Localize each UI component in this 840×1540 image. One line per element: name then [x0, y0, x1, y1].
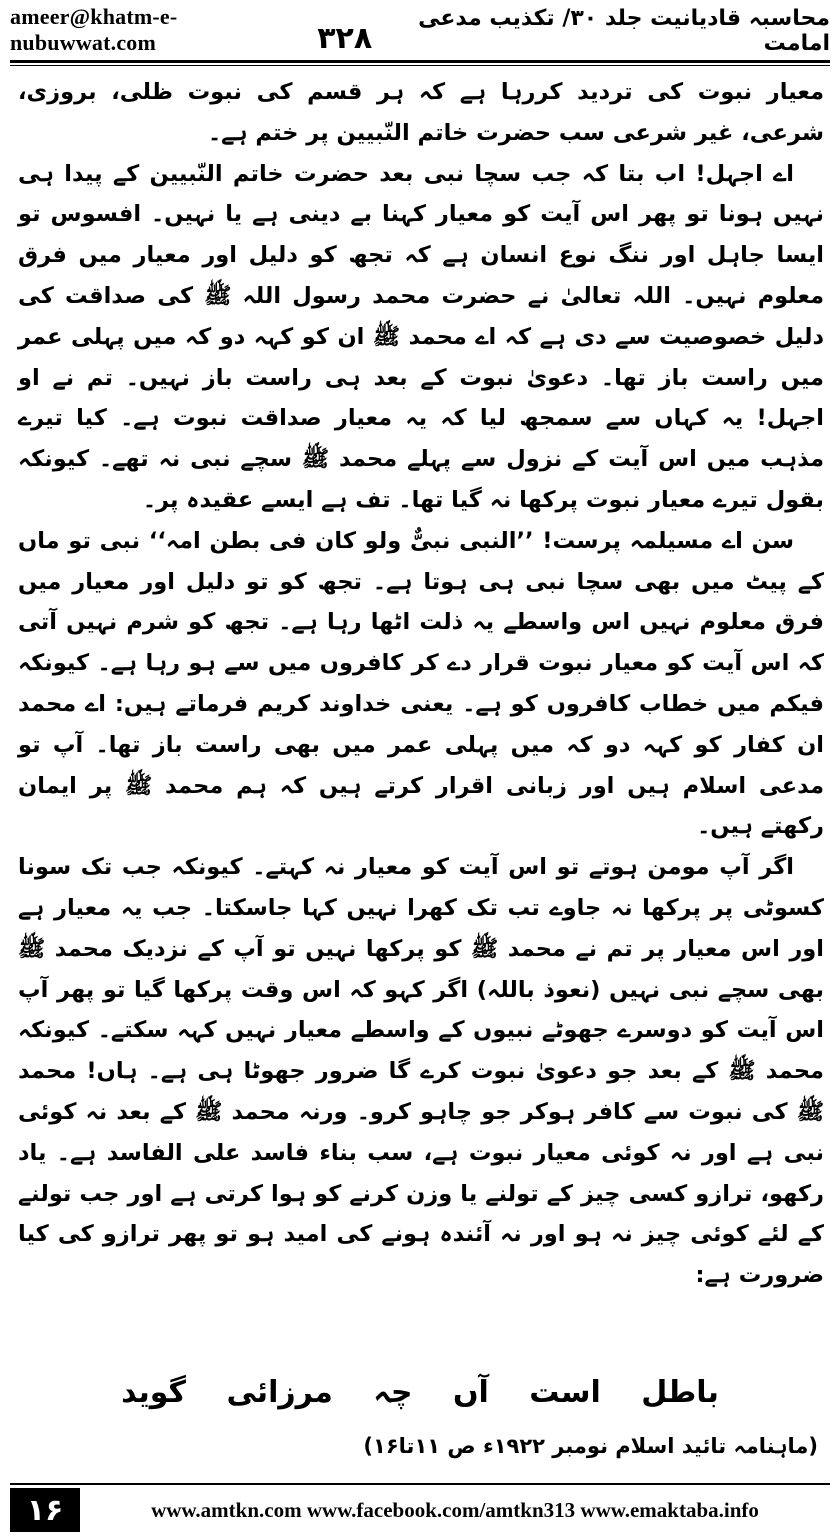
page-footer	[10, 1488, 830, 1532]
paragraph-1: معیار نبوت کی تردید کررہا ہے کہ ہر قسم کی نبوت ظلی، بروزی، شرعی، غیر شرعی سب حضرت خاتم النّبیین پر ختم ہے۔	[18, 79, 824, 146]
footer-links[interactable]: www.amtkn.com www.facebook.com/amtkn313 www.emaktaba.info	[151, 1497, 759, 1522]
body-text	[18, 72, 824, 1296]
footer-page-number: ۱۶	[10, 1488, 80, 1532]
paragraph-3: سن اے مسیلمہ پرست! ’’النبی نبیٌّ ولو کان فی بطن امہ‘‘ نبی تو ماں کے پیٹ میں بھی سچا نبی ہی ہوتا ہے۔ تجھ کو تو دلیل اور معیار میں فرق معلوم نہیں اس واسطے یہ ذلت اٹھا رہا ہے۔ تجھ کو شرم نہیں آتی کہ اس آیت کو معیار نبوت قرار دے کر کافروں میں سے ہو رہا ہے۔ کیونکہ فیکم میں خطاب کافروں کو ہے۔ یعنی خداوند کریم فرماتے ہیں: اے محمد ان کفار کو کہہ دو کہ میں پہلی عمر میں بھی راست باز تھا۔ آپ تو مدعی اسلام ہیں اور زبانی اقرار کرتے ہیں کہ ہم محمد ﷺ پر ایمان رکھتے ہیں۔	[18, 527, 824, 840]
footer-rule	[10, 1483, 830, 1485]
header-page-number: ۳۲۸	[317, 21, 373, 56]
header-left	[10, 4, 372, 56]
header-rule-thin	[10, 65, 830, 66]
persian-verse: باطل است آں چہ مرزائی گوید	[121, 1375, 719, 1410]
header-email[interactable]: ameer@khatm-e-nubuwwat.com	[10, 4, 178, 55]
header-title: محاسبہ قادیانیت جلد ۳۰/ تکذیب مدعی امامت	[418, 6, 830, 56]
paragraph-2: اے اجہل! اب بتا کہ جب سچا نبی بعد حضرت خاتم النّبیین کے پیدا ہی نہیں ہونا تو پھر اس آیت کو معیار کہنا بے دینی ہے یا نہیں۔ افسوس تو ایسا جاہل اور ننگ نوع انسان ہے کہ تجھ کو دلیل اور معیار میں فرق معلوم نہیں۔ اللہ تعالیٰ نے حضرت محمد رسول اللہ ﷺ کی صداقت کی دلیل خصوصیت سے دی ہے کہ اے محمد ﷺ ان کو کہہ دو کہ میں پہلی عمر میں راست باز تھا۔ دعویٰ نبوت کے بعد ہی راست باز نہیں۔ تم نے او اجہل! یہ کہاں سے سمجھ لیا کہ یہ معیار صداقت نبوت ہے۔ کیا تیرے مذہب میں اس آیت کے نزول سے پہلے محمد ﷺ سچے نبی نہ تھے۔ کیونکہ بقول تیرے معیار نبوت پرکھا نہ گیا تھا۔ تف ہے ایسے عقیدہ پر۔	[18, 160, 824, 513]
source-reference: (ماہنامہ تائید اسلام نومبر ۱۹۲۲ء ص ۱۱تا۱۶)	[363, 1434, 818, 1458]
header-rule-thick	[10, 60, 830, 63]
page-header	[10, 4, 830, 56]
paragraph-4: اگر آپ مومن ہوتے تو اس آیت کو معیار نہ کہتے۔ کیونکہ جب تک سونا کسوٹی پر پرکھا نہ جاوے تب تک کھرا نہیں کہا جاسکتا۔ جب یہ معیار ہے اور اس معیار پر تم نے محمد ﷺ کو پرکھا نہیں تو آپ کے نزدیک محمد ﷺ بھی سچے نبی نہیں (نعوذ باللہ) اگر کہو کہ اس وقت پرکھا گیا تو پھر آپ اس آیت کو دوسرے جھوٹے نبیوں کے واسطے معیار نہیں کہہ سکتے۔ کیونکہ محمد ﷺ کے بعد جو دعویٰ نبوت کرے گا ضرور جھوٹا ہی ہے۔ ہاں! محمد ﷺ کی نبوت سے کافر ہوکر جو چاہو کرو۔ ورنہ محمد ﷺ کے بعد نہ کوئی نبی ہے اور نہ کوئی معیار نبوت ہے، سب بناء فاسد علی الفاسد ہے۔ یاد رکھو، ترازو کسی چیز کے تولنے یا وزن کرنے کو ہوا کرتی ہے اور جب تولنے کے لئے کوئی چیز نہ ہو اور نہ آئندہ ہونے کی امید ہو تو پھر ترازو کی کیا ضرورت ہے:	[18, 854, 824, 1289]
